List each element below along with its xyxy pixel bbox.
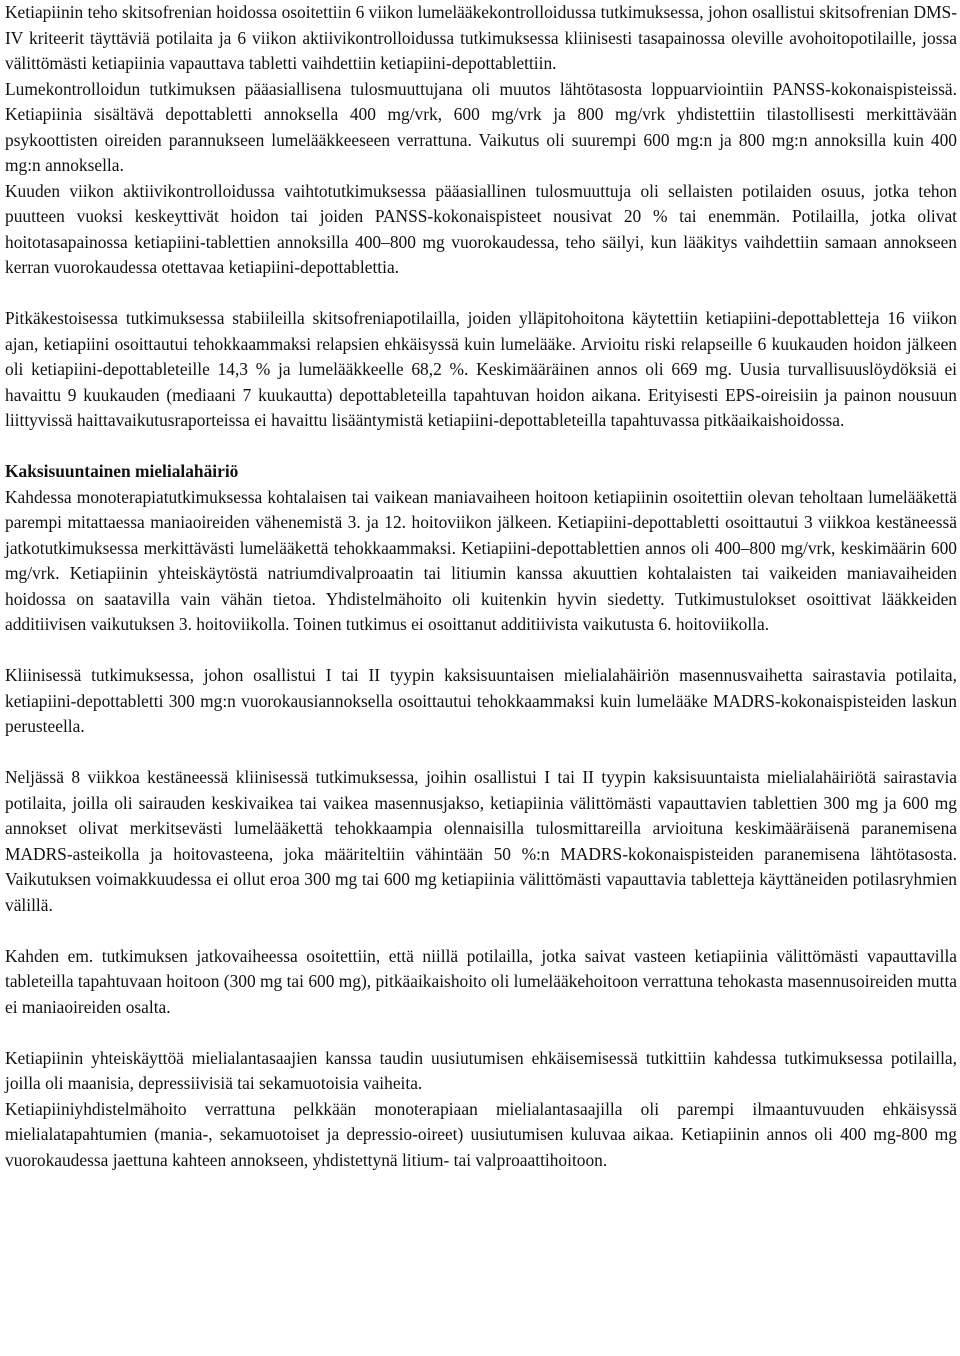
paragraph-continuation-phase: Kahden em. tutkimuksen jatkovaiheessa osoitettiin, että niillä potilailla, jotka saivat vasteen ketiapiinia välittömästi vapauttavilla tableteilla tapahtuvaan hoitoon (300 mg tai 600 mg), pitkäaikaishoito oli lumelääkehoitoon verrattuna tehokasta masennusoireiden mutta ei maniaoireiden osalta. <box>5 945 957 1017</box>
paragraph-placebo-controlled: Lumekontrolloidun tutkimuksen pääasiallisena tulosmuuttujana oli muutos lähtötasosta loppuarviointiin PANSS-kokonaispisteissä. Ketiapiinia sisältävä depottabletti annoksella 400 mg/vrk, 600 mg/vrk ja 800 mg/vrk yhdistettiin tilastollisesti merkittävään psykoottisten oireiden parannukseen lumelääkkeeseen verrattuna. Vaikutus oli suurempi 600 mg:n ja 800 mg:n annoksilla kuin 400 mg:n annoksella. <box>5 78 957 175</box>
paragraph-gap <box>5 918 957 944</box>
paragraph-four-studies: Neljässä 8 viikkoa kestäneessä kliinisessä tutkimuksessa, joihin osallistui I tai II tyypin kaksisuuntaista mielialahäiriötä sairastavia potilaita, joilla oli sairauden keskivaikea tai vaikea masennusjakso, ketiapiinia välittömästi vapauttavien tablettien 300 mg ja 600 mg annokset olivat merkitsevästi lumelääkettä tehokkaampia olennaisilla tulosmittareilla arvioituna keskimääräisenä paranemisena MADRS-asteikolla ja hoitovasteena, joka määriteltiin vähintään 50 %:n MADRS-kokonaispisteiden paranemisena lähtötasosta. Vaikutuksen voimakkuudessa ei ollut eroa 300 mg tai 600 mg ketiapiinia välittömästi vapauttavia tabletteja käyttäneiden potilasryhmien välillä. <box>5 767 957 915</box>
paragraph-gap <box>5 434 957 460</box>
paragraph-active-controlled: Kuuden viikon aktiivikontrolloidussa vaihtotutkimuksessa pääasiallinen tulosmuuttuja oli sellaisten potilaiden osuus, jotka tehon puutteen vuoksi keskeyttivät hoidon tai joiden PANSS-kokonaispisteet nousivat 20 % tai enemmän. Potilailla, jotka olivat hoitotasapainossa ketiapiini-tablettien annoksilla 400–800 mg vuorokaudessa, teho säilyi, kun lääkitys vaihdettiin samaan annokseen kerran vuorokaudessa otettavaa ketiapiini-depottablettia. <box>5 180 957 277</box>
paragraph-gap <box>5 740 957 766</box>
paragraph-mania-monotherapy: Kahdessa monoterapiatutkimuksessa kohtalaisen tai vaikean maniavaiheen hoitoon ketiapiinin osoitettiin olevan teholtaan lumelääkettä parempi mitattaessa maniaoireiden vähenemistä 3. ja 12. hoitoviikon jälkeen. Ketiapiini-depottabletti osoittautui 3 viikkoa kestäneessä jatkotutkimuksessa merkittävästi lumelääkettä tehokkaammaksi. Ketiapiini-depottablettien annos oli 400–800 mg/vrk, keskimäärin 600 mg/vrk. Ketiapiinin yhteiskäytöstä natriumdivalproaatin tai litiumin kanssa akuuttien kohtalaisten tai vaikeiden maniavaiheiden hoidossa on saatavilla vain vähän tietoa. Yhdistelmähoito oli kuitenkin hyvin siedetty. Tutkimustulokset osoittivat lääkkeiden additiivisen vaikutuksen 3. hoitoviikolla. Toinen tutkimus ei osoittanut additiivista vaikutusta 6. hoitoviikolla. <box>5 486 957 634</box>
paragraph-mood-stabilizers: Ketiapiinin yhteiskäyttöä mielialantasaajien kanssa taudin uusiutumisen ehkäisemisessä tutkittiin kahdessa tutkimuksessa potilailla, joilla oli maanisia, depressiivisiä tai sekamuotoisia vaiheita. <box>5 1047 957 1093</box>
paragraph-gap <box>5 281 957 307</box>
paragraph-long-term-study: Pitkäkestoisessa tutkimuksessa stabiileilla skitsofreniapotilailla, joiden ylläpitohoitona käytettiin ketiapiini-depottabletteja 16 viikon ajan, ketiapiini osoittautui tehokkaammaksi relapsien ehkäisyssä kuin lumelääke. Arvioitu riski relapseille 6 kuukauden hoidon jälkeen oli ketiapiini-depottableteille 14,3 % ja lumelääkkeelle 68,2 %. Keskimääräinen annos oli 669 mg. Uusia turvallisuuslöydöksiä ei havaittu 9 kuukauden (mediaani 7 kuukautta) depottableteilla tapahtuvan hoidon aikana. Erityisesti EPS-oireisiin ja painon nousuun liittyvissä haittavaikutusraporteissa ei havaittu lisääntymistä ketiapiini-depottableteilla tapahtuvassa pitkäaikaishoidossa. <box>5 308 957 430</box>
document-page <box>5 0 957 1173</box>
paragraph-gap <box>5 638 957 664</box>
paragraph-schizo-efficacy: Ketiapiinin teho skitsofrenian hoidossa osoitettiin 6 viikon lumelääkekontrolloidussa tutkimuksessa, johon osallistui skitsofrenian DMS-IV kriteerit täyttäviä potilaita ja 6 viikon aktiivikontrolloidussa tutkimuksessa kliinisesti tasapainossa oleville avohoitopotilaille, jossa välittömästi ketiapiinia vapauttava tabletti vaihdettiin ketiapiini-depottablettiin. <box>5 2 957 73</box>
section-heading-bipolar: Kaksisuuntainen mielialahäiriö <box>5 461 239 481</box>
paragraph-depression-study: Kliinisessä tutkimuksessa, johon osallistui I tai II tyypin kaksisuuntaisen mielialahäiriön masennusvaihetta sairastavia potilaita, ketiapiini-depottabletti 300 mg:n vuorokausiannoksella osoittautui tehokkaammaksi kuin lumelääke MADRS-kokonaispisteiden laskun perusteella. <box>5 665 957 736</box>
paragraph-combination-therapy: Ketiapiiniyhdistelmähoito verrattuna pelkkään monoterapiaan mielialantasaajilla oli parempi ilmaantuvuuden ehkäisyssä mielialatapahtumien (mania-, sekamuotoiset ja depressio-oireet) uusiutumisen kuluvaa aikaa. Ketiapiinin annos oli 400 mg-800 mg vuorokaudessa jaettuna kahteen annokseen, yhdistettynä litium- tai valproaattihoitoon. <box>5 1098 957 1170</box>
paragraph-gap <box>5 1020 957 1046</box>
